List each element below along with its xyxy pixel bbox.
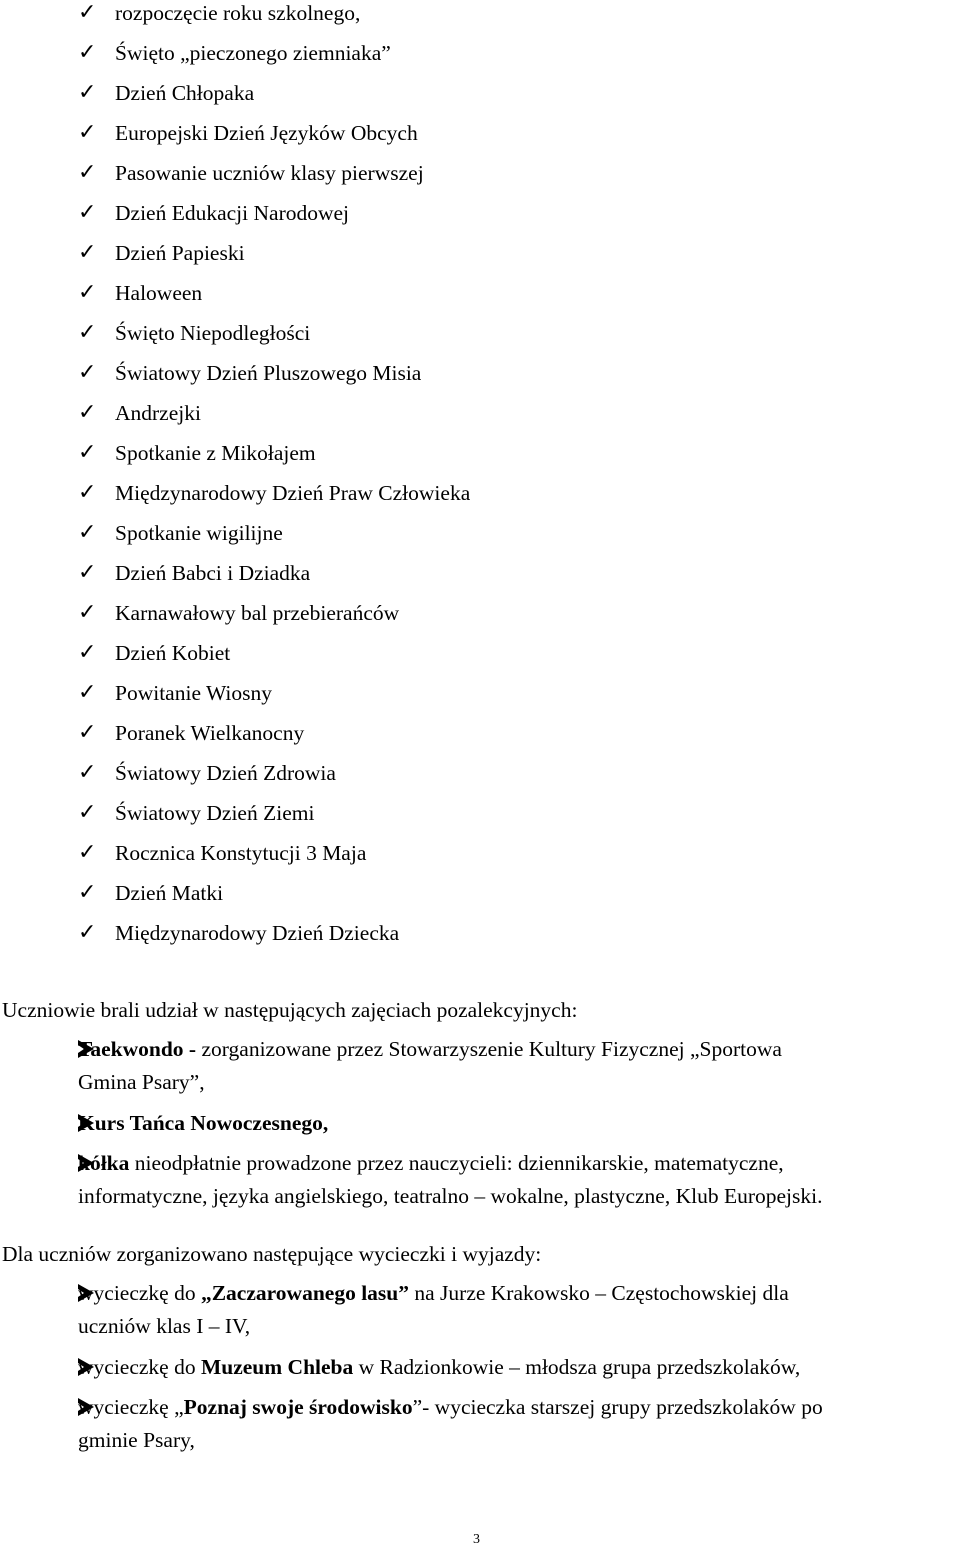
checkmark-icon: ✓ [78,440,97,465]
list-item: ✓ Rocznica Konstytucji 3 Maja [0,833,960,873]
list-item: ✓ Dzień Babci i Dziadka [0,553,960,593]
list-item: ✓ Spotkanie z Mikołajem [0,433,960,473]
checkmark-icon: ✓ [78,160,97,185]
checkmark-icon: ✓ [78,40,97,65]
list-item: ✓ Spotkanie wigilijne [0,513,960,553]
list-item: ✓ Dzień Edukacji Narodowej [0,193,960,233]
list-item: ✓ Powitanie Wiosny [0,673,960,713]
checkmark-icon: ✓ [78,480,97,505]
list-item: ✓ Międzynarodowy Dzień Praw Człowieka [0,473,960,513]
list-item: ✓ Poranek Wielkanocny [0,713,960,753]
checkmark-icon: ✓ [78,800,97,825]
list-item: ✓ Światowy Dzień Pluszowego Misia [0,353,960,393]
list-item: ✓ Karnawałowy bal przebierańców [0,593,960,633]
list-item-trip-environment: wycieczkę „Poznaj swoje środowisko”- wycieczka starszej grupy przedszkolaków po gminie Psary, [78,1395,823,1452]
checkmark-icon: ✓ [78,880,97,905]
list-item-dance-course: Kurs Tańca Nowoczesnego, [78,1111,329,1135]
checkmark-icon: ✓ [78,400,97,425]
extracurricular-intro: Uczniowie brali udział w następujących zajęciach pozalekcyjnych: [2,998,578,1022]
list-item-taekwondo: Taekwondo - zorganizowane przez Stowarzyszenie Kultury Fizycznej „Sportowa Gmina Psary”, [78,1037,782,1094]
list-item: ✓ rozpoczęcie roku szkolnego, [0,0,960,33]
list-item: ✓ Europejski Dzień Języków Obcych [0,113,960,153]
page-number: 3 [473,1532,480,1547]
list-item: ✓ Dzień Kobiet [0,633,960,673]
checkmark-icon: ✓ [78,600,97,625]
list-item-trip-museum: wycieczkę do Muzeum Chleba w Radzionkowie – młodsza grupa przedszkolaków, [78,1355,801,1379]
list-item: ✓ Dzień Chłopaka [0,73,960,113]
list-item: ✓ Dzień Papieski [0,233,960,273]
checkmark-icon: ✓ [78,200,97,225]
list-item: ✓ Święto „pieczonego ziemniaka” [0,33,960,73]
list-item: ✓ Światowy Dzień Zdrowia [0,753,960,793]
list-item: ✓ Międzynarodowy Dzień Dziecka [0,913,960,953]
list-item: ✓ Dzień Matki [0,873,960,913]
list-item: ✓ Święto Niepodległości [0,313,960,353]
checkmark-icon: ✓ [78,360,97,385]
list-item: ✓ Andrzejki [0,393,960,433]
checkmark-icon: ✓ [78,680,97,705]
checkmark-icon: ✓ [78,80,97,105]
checkmark-icon: ✓ [78,280,97,305]
list-item: ✓ Pasowanie uczniów klasy pierwszej [0,153,960,193]
checkmark-icon: ✓ [78,520,97,545]
list-item: ✓ Haloween [0,273,960,313]
checkmark-icon: ✓ [78,840,97,865]
checkmark-icon: ✓ [78,560,97,585]
checkmark-icon: ✓ [78,760,97,785]
checkmark-icon: ✓ [78,0,97,25]
list-item-trip-forest: wycieczkę do „Zaczarowanego lasu” na Jurze Krakowsko – Częstochowskiej dla uczniów klas I – IV, [78,1281,789,1338]
checkmark-icon: ✓ [78,240,97,265]
checkmark-icon: ✓ [78,720,97,745]
list-item: ✓ Światowy Dzień Ziemi [0,793,960,833]
checkmark-icon: ✓ [78,920,97,945]
checkmark-icon: ✓ [78,120,97,145]
checkmark-icon: ✓ [78,320,97,345]
checkmark-icon: ✓ [78,640,97,665]
list-item-clubs: kółka nieodpłatnie prowadzone przez nauczycieli: dziennikarskie, matematyczne, informatyczne, języka angielskiego, teatralno – wokalne, plastyczne, Klub Europejski. [78,1151,823,1208]
trips-intro: Dla uczniów zorganizowano następujące wycieczki i wyjazdy: [2,1242,542,1266]
